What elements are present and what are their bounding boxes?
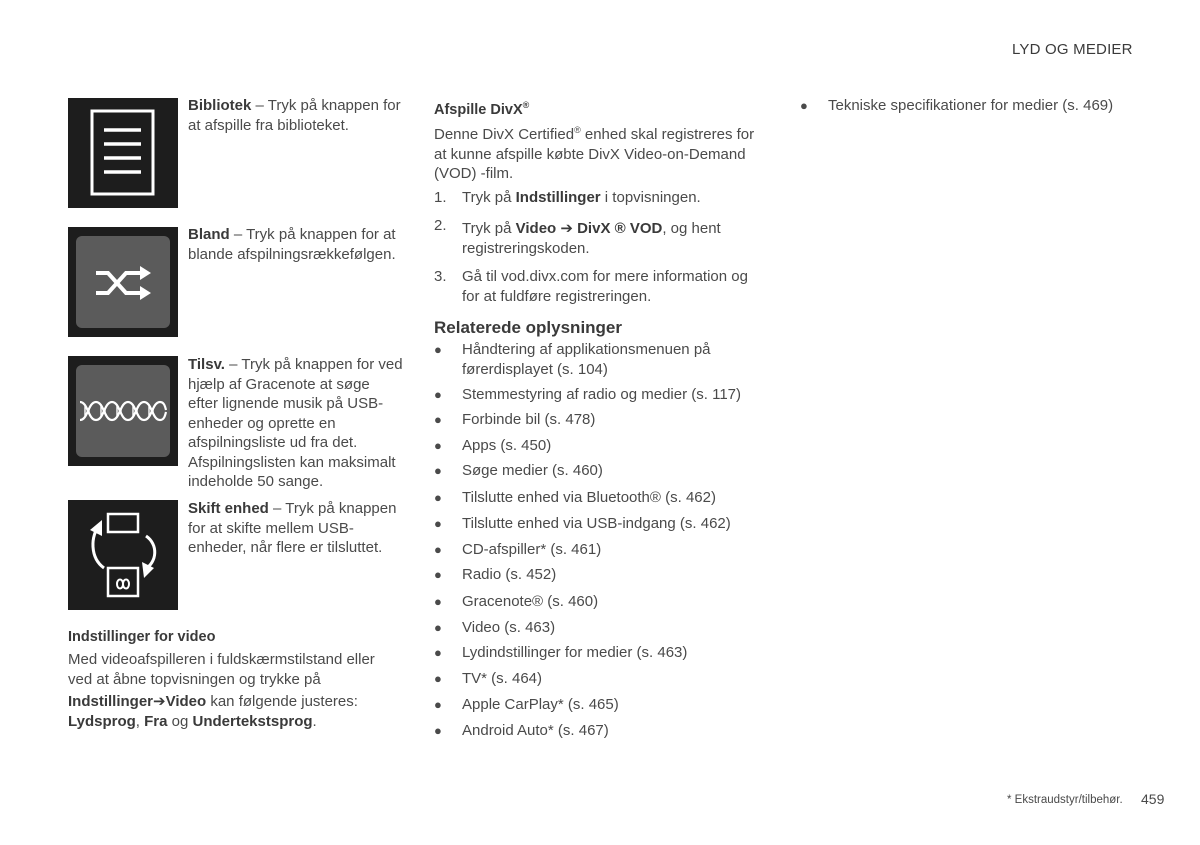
list-item-text: Apple CarPlay* (s. 465): [462, 696, 619, 713]
step-text: Tryk på: [462, 189, 516, 206]
list-item-text: Tekniske specifikationer for medier (s. 469): [828, 97, 1114, 114]
shuffle-description: [188, 225, 403, 264]
divx-intro-b: enhed skal registreres for at kunne afspille købte DivX Video-on-Demand (VOD) -film.: [434, 126, 755, 182]
video-settings-continuation: kan følgende justeres:: [206, 693, 358, 710]
step-emphasis: Video ➔ DivX ® VOD: [515, 220, 663, 237]
video-settings-heading: Indstillinger for video: [68, 629, 216, 645]
path-arrow: ➔: [153, 693, 166, 710]
similar-button-image: [68, 356, 178, 466]
switch-device-icon: [68, 500, 178, 610]
shuffle-icon: [68, 227, 178, 337]
bullet: ●: [434, 516, 442, 531]
related-info-heading: Relaterede oplysninger: [434, 318, 623, 337]
settings-label: Indstillinger: [68, 693, 154, 710]
list-item-text: Android Auto* (s. 467): [462, 722, 609, 739]
shuffle-text: – Tryk på knappen for at blande afspilningsrækkefølgen.: [188, 226, 396, 263]
period: .: [312, 712, 317, 730]
divx-intro: [434, 121, 764, 184]
step-emphasis: Indstillinger: [515, 189, 601, 206]
list-item-text: Forbinde bil (s. 478): [462, 411, 596, 428]
similar-description: [188, 355, 403, 492]
separator: og: [167, 712, 193, 730]
bullet: ●: [434, 387, 442, 402]
list-item-text: Tilslutte enhed via Bluetooth® (s. 462): [462, 489, 716, 506]
bullet: ●: [434, 542, 442, 557]
list-item-text: Radio (s. 452): [462, 566, 557, 583]
footer-note: * Ekstraudstyr/tilbehør.: [1007, 794, 1123, 806]
switch-device-button-image: [68, 500, 178, 610]
separator: ,: [135, 712, 145, 730]
library-description: [188, 96, 403, 135]
list-icon: [68, 98, 178, 208]
bullet: ●: [434, 723, 442, 738]
library-title: Bibliotek: [188, 97, 252, 114]
list-item-text: Gracenote® (s. 460): [462, 593, 599, 610]
step-text: Tryk på: [462, 220, 516, 237]
bullet: ●: [434, 620, 442, 635]
video-settings-path: [68, 692, 398, 731]
step-number: 1.: [434, 189, 447, 206]
subtitle-language-option: Undertekstsprog: [192, 712, 313, 730]
list-item-text: Søge medier (s. 460): [462, 462, 603, 479]
list-item-text: Lydindstillinger for medier (s. 463): [462, 644, 688, 661]
shuffle-button-image: [68, 227, 178, 337]
video-label: Video: [165, 693, 207, 710]
step-number: 2.: [434, 217, 447, 234]
switch-device-text: – Tryk på knappen for at skifte mellem USB-enheder, når flere er tilsluttet.: [188, 500, 397, 556]
bullet: ●: [800, 98, 808, 113]
page-number: 459: [1141, 791, 1165, 807]
bullet: ●: [434, 594, 442, 609]
bullet: ●: [434, 645, 442, 660]
bullet: ●: [434, 567, 442, 582]
bullet: ●: [434, 490, 442, 505]
registered-mark: ®: [574, 125, 581, 135]
divx-heading: [434, 100, 529, 118]
bullet: ●: [434, 697, 442, 712]
bullet: ●: [434, 463, 442, 478]
step-text: Gå til vod.divx.com for mere information og for at fuldføre registreringen.: [462, 268, 748, 305]
off-option: Fra: [144, 712, 168, 730]
section-header: LYD OG MEDIER: [1012, 41, 1133, 58]
step-text-end: i topvisningen.: [600, 189, 701, 206]
bullet: ●: [434, 342, 442, 357]
similar-title: Tilsv.: [188, 356, 225, 373]
list-item-text: TV* (s. 464): [462, 670, 543, 687]
registered-mark: ®: [522, 100, 530, 110]
video-settings-text: Med videoafspilleren i fuldskærmstilstand eller ved at åbne topvisningen og trykke på: [68, 651, 375, 688]
switch-device-description: [188, 499, 403, 558]
bullet: ●: [434, 671, 442, 686]
dna-icon: [68, 356, 178, 466]
similar-text: – Tryk på knappen for ved hjælp af Gracenote at søge efter lignende musik på USB-enheder og oprette en afspilningsliste ud fra det. Afspilningslisten kan maksimalt indeholde 50 sange.: [188, 356, 403, 490]
divx-heading-text: Afspille DivX: [434, 101, 523, 118]
audio-language-option: Lydsprog: [68, 712, 136, 730]
library-text: – Tryk på knappen for at afspille fra biblioteket.: [188, 97, 401, 134]
bullet: ●: [434, 438, 442, 453]
divx-intro-a: Denne DivX Certified: [434, 126, 575, 143]
shuffle-title: Bland: [188, 226, 230, 243]
list-item-text: Håndtering af applikationsmenuen på førerdisplayet (s. 104): [462, 341, 711, 378]
library-button-image: [68, 98, 178, 208]
list-item-text: Video (s. 463): [462, 619, 556, 636]
list-item-text: Apps (s. 450): [462, 437, 552, 454]
list-item-text: CD-afspiller* (s. 461): [462, 541, 602, 558]
bullet: ●: [434, 412, 442, 427]
list-item-text: Tilslutte enhed via USB-indgang (s. 462): [462, 515, 731, 532]
step-text-end: , og hent registreringskoden.: [462, 220, 721, 257]
list-item-text: Stemmestyring af radio og medier (s. 117): [462, 386, 742, 403]
step-number: 3.: [434, 268, 447, 285]
switch-device-title: Skift enhed: [188, 500, 269, 517]
